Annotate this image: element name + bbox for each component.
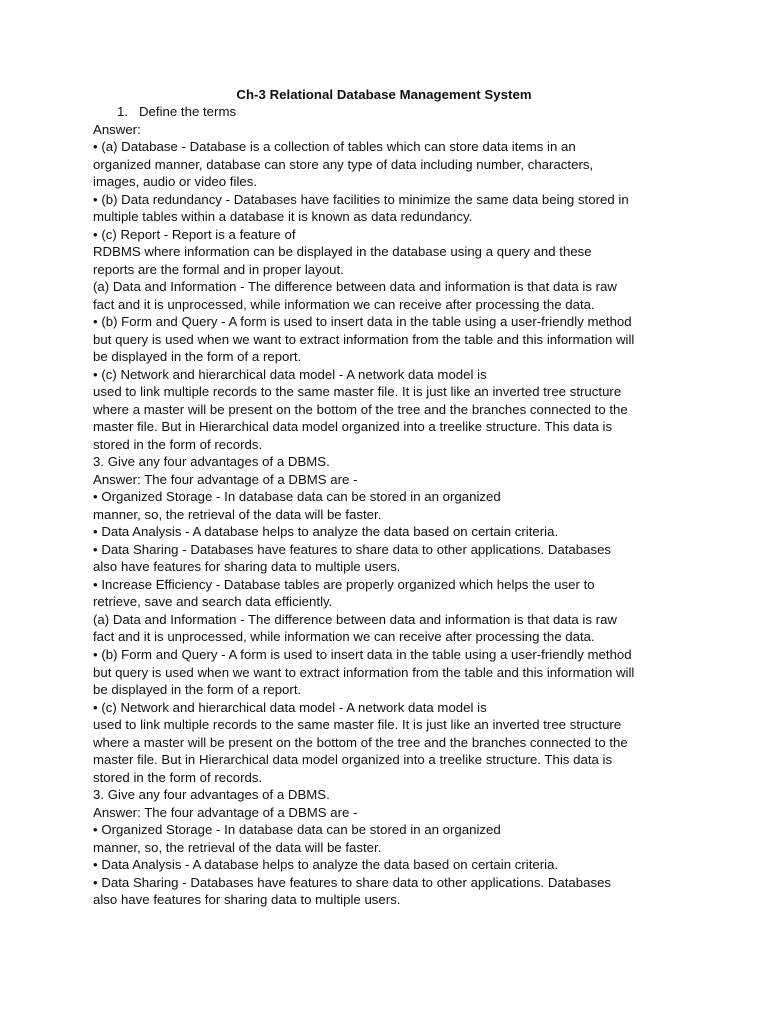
item-number: 1. <box>117 104 129 119</box>
text-line: but query is used when we want to extract information from the table and this information will <box>93 664 635 680</box>
text-line: but query is used when we want to extract information from the table and this information will <box>93 331 635 347</box>
text-line: be displayed in the form of a report. <box>93 682 302 698</box>
text-line: manner, so, the retrieval of the data will be faster. <box>93 506 382 522</box>
text-line: • (c) Report - Report is a feature of <box>93 226 296 242</box>
text-line: • Organized Storage - In database data can be stored in an organized <box>93 489 501 505</box>
text-line: • Data Sharing - Databases have features to share data to other applications. Databases <box>93 541 612 557</box>
text-line: stored in the form of records. <box>93 436 263 452</box>
text-line: • Increase Efficiency - Database tables are properly organized which helps the user to <box>93 576 595 592</box>
text-line: master file. But in Hierarchical data model organized into a treelike structure. This data is <box>93 419 613 435</box>
text-line: Answer: <box>93 121 141 137</box>
document-body <box>93 103 693 909</box>
text-line: • (a) Database - Database is a collection of tables which can store data items in an <box>93 139 576 155</box>
text-line: • (b) Form and Query - A form is used to insert data in the table using a user-friendly method <box>93 314 632 330</box>
text-line: • Data Analysis - A database helps to analyze the data based on certain criteria. <box>93 857 559 873</box>
item-text: Define the terms <box>139 104 237 119</box>
text-line: retrieve, save and search data efficiently. <box>93 594 333 610</box>
text-line: (a) Data and Information - The difference between data and information is that data is raw <box>93 611 617 627</box>
text-line: 3. Give any four advantages of a DBMS. <box>93 787 330 803</box>
text-line: RDBMS where information can be displayed in the database using a query and these <box>93 244 592 260</box>
text-line: • Organized Storage - In database data can be stored in an organized <box>93 822 501 838</box>
text-line: be displayed in the form of a report. <box>93 349 302 365</box>
text-line: master file. But in Hierarchical data model organized into a treelike structure. This data is <box>93 752 613 768</box>
text-line: fact and it is unprocessed, while information we can receive after processing the data. <box>93 296 595 312</box>
text-line: also have features for sharing data to multiple users. <box>93 559 401 575</box>
text-line: also have features for sharing data to multiple users. <box>93 892 401 908</box>
text-line: • Data Analysis - A database helps to analyze the data based on certain criteria. <box>93 524 559 540</box>
text-line: where a master will be present on the bottom of the tree and the branches connected to the <box>93 401 628 417</box>
text-line: manner, so, the retrieval of the data will be faster. <box>93 839 382 855</box>
text-line: • (b) Data redundancy - Databases have facilities to minimize the same data being stored in <box>93 191 629 207</box>
text-line: reports are the formal and in proper layout. <box>93 261 344 277</box>
numbered-item <box>93 103 693 121</box>
text-line: (a) Data and Information - The difference between data and information is that data is raw <box>93 279 617 295</box>
text-line: multiple tables within a database it is known as data redundancy. <box>93 209 473 225</box>
text-line: fact and it is unprocessed, while information we can receive after processing the data. <box>93 629 595 645</box>
text-line: organized manner, database can store any type of data including number, characters, <box>93 156 594 172</box>
text-line: used to link multiple records to the same master file. It is just like an inverted tree structure <box>93 717 622 733</box>
document-title: Ch-3 Relational Database Management System <box>236 87 532 102</box>
text-line: • Data Sharing - Databases have features to share data to other applications. Databases <box>93 874 612 890</box>
text-line: where a master will be present on the bottom of the tree and the branches connected to the <box>93 734 628 750</box>
text-line: used to link multiple records to the same master file. It is just like an inverted tree structure <box>93 384 622 400</box>
text-line: • (c) Network and hierarchical data model - A network data model is <box>93 699 487 715</box>
text-line: 3. Give any four advantages of a DBMS. <box>93 454 330 470</box>
text-line: Answer: The four advantage of a DBMS are - <box>93 804 358 820</box>
text-line: • (c) Network and hierarchical data model - A network data model is <box>93 366 487 382</box>
text-line: images, audio or video files. <box>93 174 258 190</box>
text-line: stored in the form of records. <box>93 769 263 785</box>
text-line: • (b) Form and Query - A form is used to insert data in the table using a user-friendly method <box>93 646 632 662</box>
text-line: Answer: The four advantage of a DBMS are - <box>93 471 358 487</box>
